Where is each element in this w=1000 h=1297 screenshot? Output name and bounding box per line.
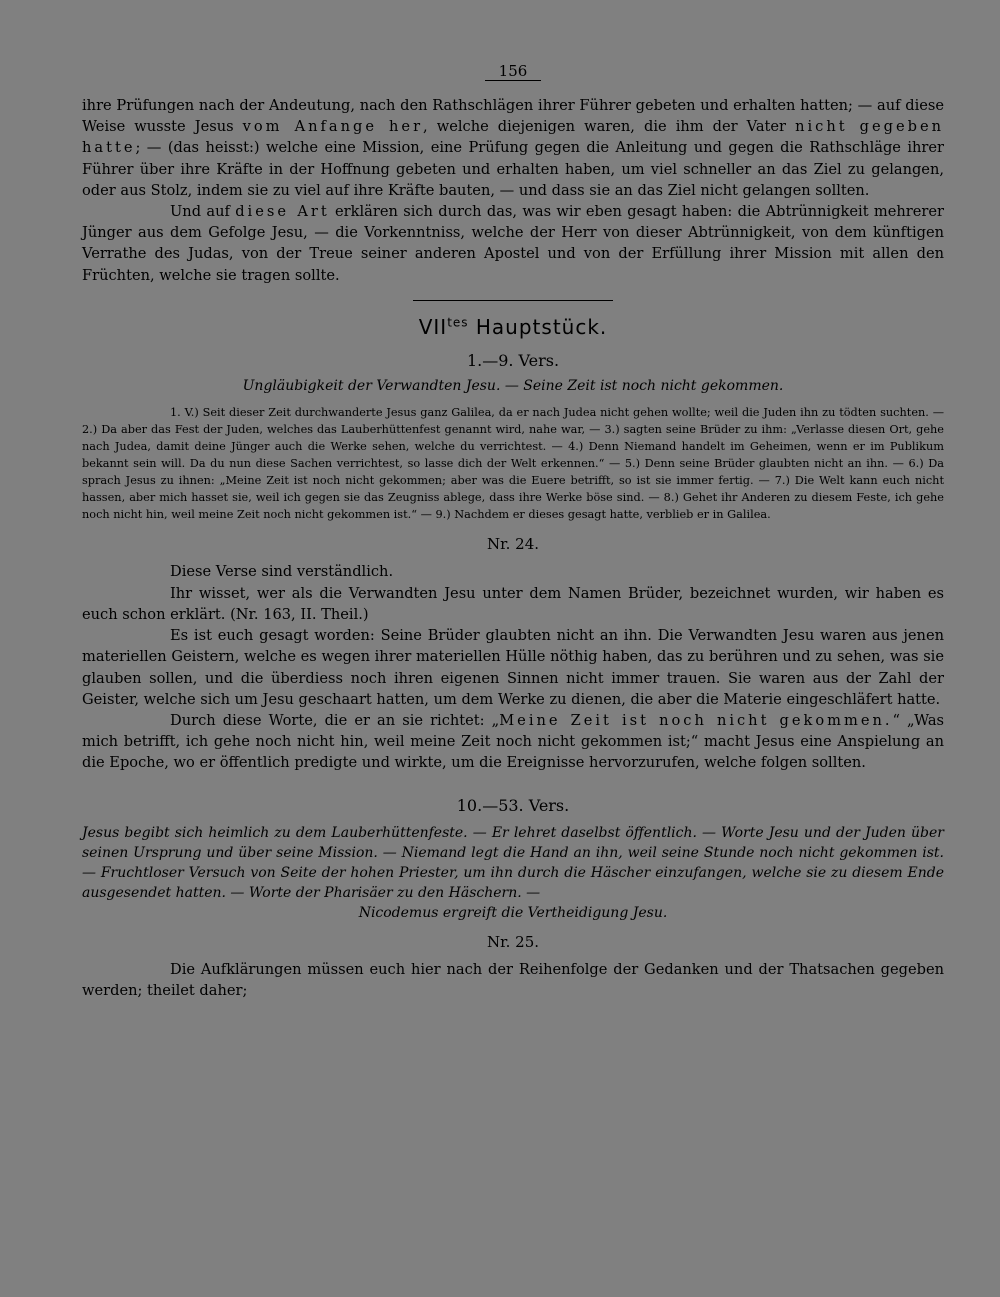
emphasis-text: Meine Zeit ist noch nicht gekommen. [499, 711, 893, 729]
emphasis-text: nicht gegeben hatte [82, 118, 944, 157]
paragraph: Es ist euch gesagt worden: Seine Brüder glaubten nicht an ihn. Die Verwandten Jesu waren aus jenen materiellen Geistern, welche es wegen ihrer materiellen Hülle nöthig haben, das zu berühren und zu sehen, was sie glauben sollen, und die überdiess noch ihren eigenen Sinnen nicht immer trauen. Sie waren aus der Zahl der Geister, welche sich um Jesu geschaart hatten, um dem Werke zu dienen, die aber die Materie eingeschläfert hatte. [82, 627, 944, 708]
section-summary-1: Ungläubigkeit der Verwandten Jesu. — Seine Zeit ist noch nicht gekommen. [242, 377, 784, 394]
section-summary-2: Jesus begibt sich heimlich zu dem Lauberhüttenfeste. — Er lehret daselbst öffentlich. — Worte Jesu und der Juden über seinen Ursprung und über seine Mission. — Niemand legt die Hand an ihn, weil seine Stunde noch nicht gekommen ist. — Fruchtloser Versuch von Seite der hohen Priester, um ihn durch die Häscher einzufangen, welche sie zu diesem Ende ausgesendet hatten. — Worte der Pharisäer zu den Häschern. — Nicodemus ergreift die Vertheidigung Jesu. [82, 824, 944, 921]
summary-last-line: Nicodemus ergreift die Vertheidigung Jesu. [358, 904, 668, 921]
paragraph: Diese Verse sind verständlich. [170, 563, 394, 581]
paragraph: Ihr wisset, wer als die Verwandten Jesu unter dem Namen Brüder, bezeichnet wurden, wir haben es euch schon erklärt. (Nr. 163, II. Theil.) [82, 584, 944, 623]
intro-paragraph-1: ihre Prüfungen nach der Andeutung, nach den Rathschlägen ihrer Führer gebeten und erhalten hatten; — auf diese Weise wusste Jesus vom Anfange her, welche diejenigen waren, die ihm der Vater nicht gegeben hatte; — (das heisst:) welche eine Mission, eine Prüfung gegen die Anleitung und gegen die Rathschläge ihrer Führer über ihre Kräfte in der Hoffnung gebeten und erhalten haben, um viel schneller an das Ziel zu gelangen, oder aus Stolz, indem sie zu viel auf ihre Kräfte bauten, — und dass sie an das Ziel nicht gelangen sollten. [82, 97, 944, 199]
verse-text-1: 1. V.) Seit dieser Zeit durchwanderte Jesus ganz Galilea, da er nach Judea nicht gehen wollte; weil die Juden ihn zu tödten suchten. — 2.) Da aber das Fest der Juden, welches das Lauberhüttenfest genannt wird, nahe war, — 3.) sagten seine Brüder zu ihm: „Verlasse diesen Ort, gehe nach Judea, damit deine Jünger auch die Werke sehen, welche du verrichtest. — 4.) Denn Niemand handelt im Geheimen, wenn er im Publikum bekannt sein will. Da du nun diese Sachen verrichtest, so lasse dich der Welt erkennen.“ — 5.) Denn seine Brüder glaubten nicht an ihn. — 6.) Da sprach Jesus zu ihnen: „Meine Zeit ist noch nicht gekommen; aber was die Euere betrifft, so ist sie immer fertig. — 7.) Die Welt kann euch nicht hassen, aber mich hasset sie, weil ich gegen sie das Zeugniss ablege, dass ihre Werke böse sind. — 8.) Gehet ihr Anderen zu diesem Feste, ich gehe noch nicht hin, weil meine Zeit noch nicht gekommen ist.“ — 9.) Nachdem er dieses gesagt hatte, verblieb er in Galilea. [82, 405, 944, 522]
emphasis-text: vom Anfange her [242, 118, 424, 136]
section-divider [413, 300, 613, 301]
emphasis-text: diese Art [235, 203, 330, 221]
page-number: 156 [82, 62, 944, 81]
section-number-25: Nr. 25. [486, 932, 540, 951]
section-number-24: Nr. 24. [486, 535, 540, 554]
intro-paragraph-2: Und auf diese Art erklären sich durch das, was wir eben gesagt haben: die Abtrünnigkeit mehrerer Jünger aus dem Gefolge Jesu, — die Vorkenntniss, welche der Herr von dieser Abtrünnigkeit, von dem künftigen Verrathe des Judas, von der Treue seiner anderen Apostel und von der Erfüllung ihrer Mission mit allen den Früchten, welche sie tragen sollte. [82, 203, 944, 284]
verse-range-1: 1.—9. Vers. [466, 350, 560, 370]
chapter-title: $VII^{tes}$ Hauptstück. [418, 314, 608, 339]
spacer [82, 774, 944, 788]
verse-range-2: 10.—53. Vers. [456, 795, 570, 815]
paragraph: Durch diese Worte, die er an sie richtet: „Meine Zeit ist noch nicht gekommen.“ „Was mich betrifft, ich gehe noch nicht hin, weil meine Zeit noch nicht gekommen ist;“ macht Jesus eine Anspielung an die Epoche, wo er öffentlich predigte und wirkte, um die Ereignisse hervorzurufen, welche folgen sollten. [82, 711, 945, 772]
paragraph: Die Aufklärungen müssen euch hier nach der Reihenfolge der Gedanken und der Thatsachen gegeben werden; theilet daher; [82, 960, 944, 999]
